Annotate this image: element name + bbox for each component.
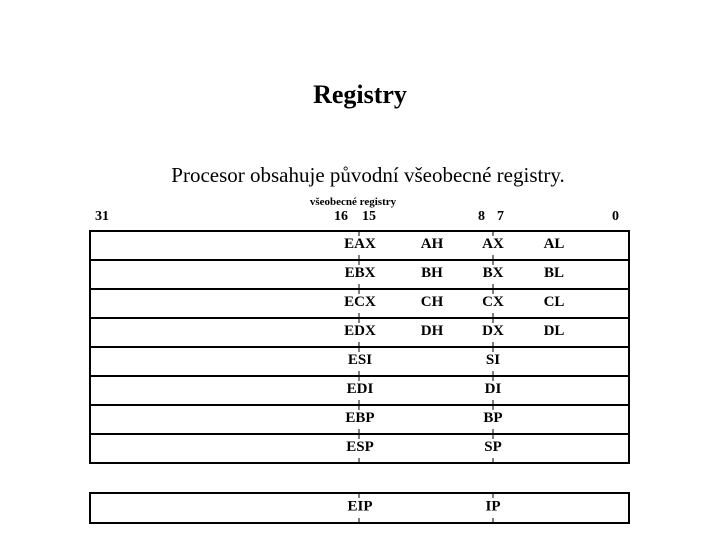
register-label-ip: IP <box>485 498 501 515</box>
register-label-bl: BL <box>543 264 565 281</box>
register-label-dl: DL <box>543 322 565 339</box>
bit-label-8: 8 <box>478 209 485 224</box>
register-label-dh: DH <box>420 322 444 339</box>
register-label-dx: DX <box>482 322 504 339</box>
register-label-ah: AH <box>420 235 444 252</box>
register-label-ch: CH <box>420 293 444 310</box>
bit-label-16: 16 <box>334 209 348 224</box>
register-label-sp: SP <box>484 438 502 455</box>
register-label-ecx: ECX <box>344 293 376 310</box>
register-label-cx: CX <box>482 293 504 310</box>
register-label-eax: EAX <box>344 235 376 252</box>
register-label-di: DI <box>484 380 502 397</box>
register-label-edi: EDI <box>346 380 374 397</box>
bit-label-0: 0 <box>612 209 619 224</box>
bit-label-31: 31 <box>95 209 109 224</box>
register-label-bh: BH <box>421 264 443 281</box>
register-label-ebx: EBX <box>344 264 376 281</box>
slide-subtitle: Procesor obsahuje původní všeobecné registry. <box>171 163 565 187</box>
slide-title: Registry <box>313 80 407 109</box>
register-label-ax: AX <box>482 235 504 252</box>
register-label-bx: BX <box>482 264 504 281</box>
bit-label-7: 7 <box>497 209 504 224</box>
register-label-bp: BP <box>483 409 503 426</box>
register-label-si: SI <box>485 351 501 368</box>
register-label-cl: CL <box>543 293 565 310</box>
register-label-esp: ESP <box>346 438 374 455</box>
register-label-ebp: EBP <box>345 409 375 426</box>
diagram-caption: všeobecné registry <box>309 196 397 208</box>
bit-label-15: 15 <box>362 209 376 224</box>
register-label-esi: ESI <box>347 351 373 368</box>
register-label-al: AL <box>543 235 565 252</box>
register-label-edx: EDX <box>344 322 376 339</box>
register-label-eip: EIP <box>347 498 373 515</box>
